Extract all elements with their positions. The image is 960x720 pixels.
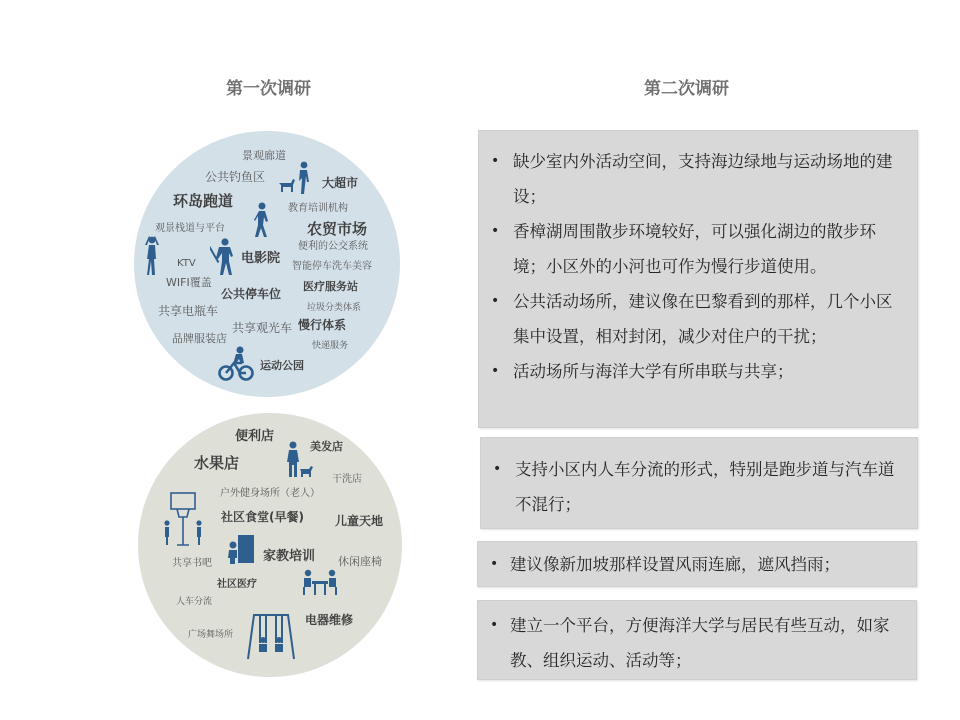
heading-second-survey: 第二次调研 (644, 79, 729, 99)
golfer-icon (210, 238, 240, 276)
cyclist-icon (218, 346, 254, 382)
dog-walker-icon (276, 161, 312, 195)
person-with-dog-icon (285, 441, 313, 479)
word: 公共钓鱼区 (205, 170, 266, 184)
word: 观景栈道与平台 (155, 223, 225, 234)
word: 便利店 (235, 429, 275, 444)
finding-item: • 支持小区内人车分流的形式，特别是跑步道与汽车道不混行； (481, 452, 907, 522)
finding-item: • 缺少室内外活动空间，支持海边绿地与运动场地的建设； (479, 144, 907, 214)
findings-box-1 (478, 130, 918, 428)
word: 快递服务 (312, 341, 349, 351)
word: 社区医疗 (217, 579, 257, 590)
findings-box-2 (480, 437, 918, 529)
finding-item: • 香樟湖周围散步环境较好，可以强化湖边的散步环境；小区外的小河也可作为慢行步道使用。 (479, 214, 907, 284)
word: 农贸市场 (307, 220, 368, 238)
word: 大超市 (322, 176, 359, 190)
word: 人车分流 (176, 597, 213, 607)
finding-item: • 活动场所与海洋大学有所串联与共享； (479, 354, 907, 389)
word: 品牌服装店 (172, 332, 227, 345)
word: 公共停车位 (221, 287, 282, 301)
finding-item: • 建议像新加坡那样设置风雨连廊，遮风挡雨； (478, 547, 906, 582)
word: 便利的公交系统 (298, 241, 368, 252)
findings-box-4 (477, 600, 917, 680)
word: 医疗服务站 (303, 280, 358, 293)
word: 户外健身场所（老人） (220, 488, 320, 499)
word: 共享观光车 (232, 321, 293, 335)
finding-item: • 公共活动场所，建议像在巴黎看到的那样，几个小区集中设置，相对封闭，减少对住户的干扰； (479, 284, 907, 354)
word: WIFI覆盖 (166, 276, 212, 289)
runner-icon (253, 202, 271, 238)
word: 教育培训机构 (288, 203, 348, 214)
basketball-hoop-icon (163, 491, 203, 547)
word: 运动公园 (260, 359, 304, 372)
yoga-icon (142, 236, 162, 276)
word: 共享电瓶车 (158, 304, 219, 318)
word: 共享书吧 (172, 558, 212, 569)
word: 广场舞场所 (188, 630, 234, 640)
finding-item: • 建立一个平台，方便海洋大学与居民有些互动，如家教、组织运动、活动等； (478, 608, 906, 678)
word: 慢行体系 (298, 318, 347, 332)
heading-first-survey: 第一次调研 (226, 79, 311, 99)
word: 家教培训 (263, 549, 316, 564)
word: 美发店 (310, 440, 343, 453)
word: 儿童天地 (335, 514, 384, 528)
swing-set-icon (245, 612, 297, 660)
word: 环岛跑道 (173, 192, 234, 210)
word: 社区食堂(早餐) (221, 510, 304, 524)
word: 电器维修 (305, 613, 354, 627)
word: 智能停车洗车美容 (292, 261, 372, 272)
word: 休闲座椅 (338, 555, 382, 568)
word: 干洗店 (332, 474, 362, 485)
word: KTV (177, 258, 196, 269)
word: 电影院 (241, 251, 281, 266)
word: 景观廊道 (242, 149, 286, 162)
word: 水果店 (194, 454, 240, 472)
findings-box-3 (477, 541, 917, 587)
word: 垃圾分类体系 (307, 303, 362, 313)
reading-person-icon (226, 531, 256, 565)
tutoring-table-icon (300, 568, 340, 596)
